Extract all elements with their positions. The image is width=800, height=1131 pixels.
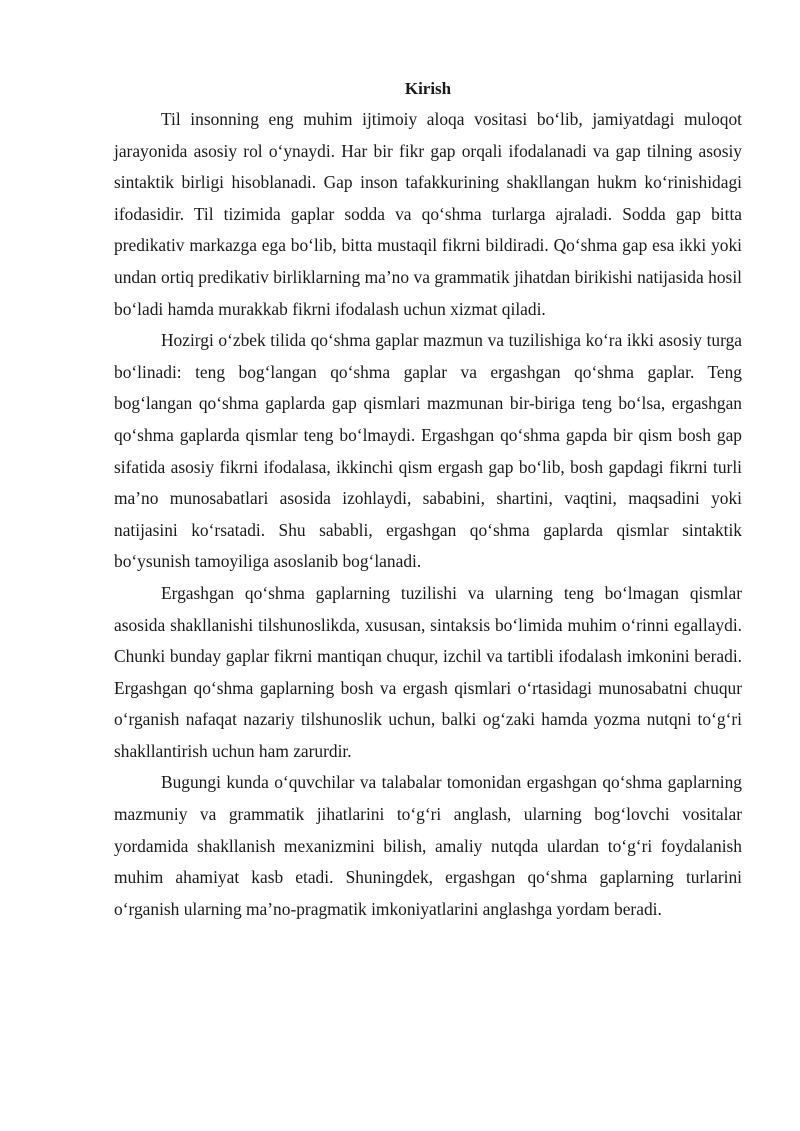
paragraph-2: Hozirgi o‘zbek tilida qo‘shma gaplar mazmun va tuzilishiga ko‘ra ikki asosiy turga bo‘linadi: teng bog‘langan qo‘shma gaplar va ergashgan qo‘shma gaplar. Teng bog‘langan qo‘shma gaplarda gap qismlari mazmunan bir-biriga teng bo‘lsa, ergashgan qo‘shma gaplarda qismlar teng bo‘lmaydi. Ergashgan qo‘shma gapda bir qism bosh gap sifatida asosiy fikrni ifodalasa, ikkinchi qism ergash gap bo‘lib, bosh gapdagi fikrni turli ma’no munosabatlari asosida izohlaydi, sababini, shartini, vaqtini, maqsadini yoki natijasini ko‘rsatadi. Shu sababli, ergashgan qo‘shma gaplarda qismlar sintaktik bo‘ysunish tamoyiliga asoslanib bog‘lanadi. [114,330,742,572]
paragraph-1: Til insonning eng muhim ijtimoiy aloqa vositasi bo‘lib, jamiyatdagi muloqot jarayonida asosiy rol o‘ynaydi. Har bir fikr gap orqali ifodalanadi va gap tilning asosiy sintaktik birligi hisoblanadi. Gap inson tafakkurining shakllangan hukm ko‘rinishidagi ifodasidir. Til tizimida gaplar sodda va qo‘shma turlarga ajraladi. Sodda gap bitta predikativ markazga ega bo‘lib, bitta mustaqil fikrni bildiradi. Qo‘shma gap esa ikki yoki undan ortiq predikativ birliklarning ma’no va grammatik jihatdan birikishi natijasida hosil bo‘ladi hamda murakkab fikrni ifodalash uchun xizmat qiladi. [114,109,742,319]
paragraph-3: Ergashgan qo‘shma gaplarning tuzilishi va ularning teng bo‘lmagan qismlar asosida shakllanishi tilshunoslikda, xususan, sintaksis bo‘limida muhim o‘rinni egallaydi. Chunki bunday gaplar fikrni mantiqan chuqur, izchil va tartibli ifodalash imkonini beradi. Ergashgan qo‘shma gaplarning bosh va ergash qismlari o‘rtasidagi munosabatni chuqur o‘rganish nafaqat nazariy tilshunoslik uchun, balki og‘zaki hamda yozma nutqni to‘g‘ri shakllantirish uchun ham zarurdir. [114,582,742,761]
section-title: Kirish [404,79,452,98]
paragraph-4: Bugungi kunda o‘quvchilar va talabalar tomonidan ergashgan qo‘shma gaplarning mazmuniy va grammatik jihatlarini to‘g‘ri anglash, ularning bog‘lovchi vositalar yordamida shakllanish mexanizmini bilish, amaliy nutqda ulardan to‘g‘ri foydalanish muhim ahamiyat kasb etadi. Shuningdek, ergashgan qo‘shma gaplarning turlarini o‘rganish ularning ma’no-pragmatik imkoniyatlarini anglashga yordam beradi. [114,772,742,919]
